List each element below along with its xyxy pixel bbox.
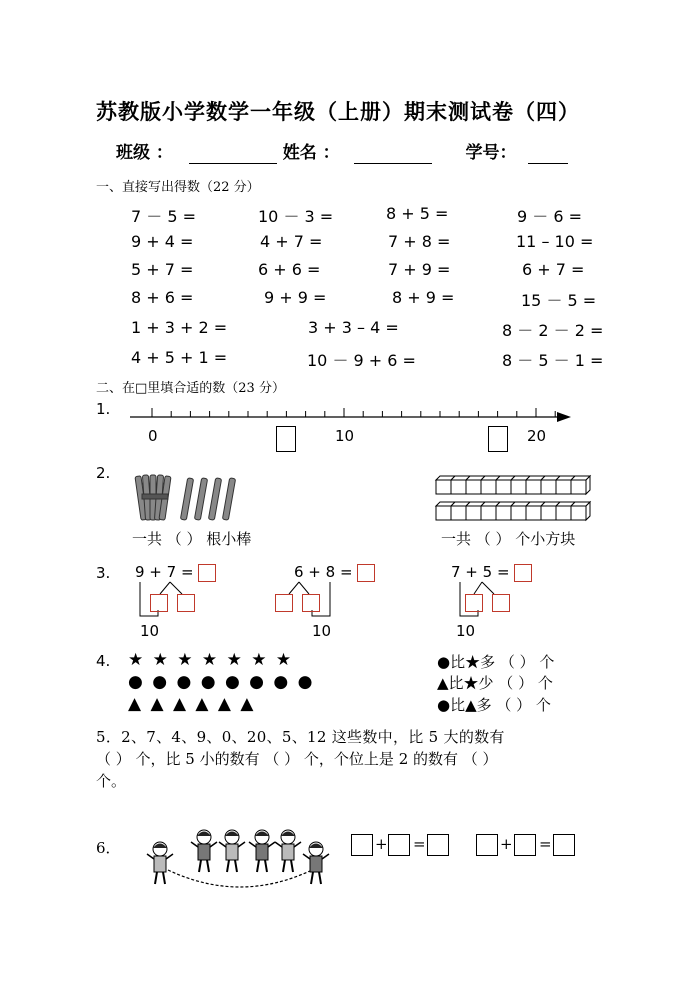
q2-label: 2.	[96, 464, 111, 482]
cube-icon	[586, 476, 590, 494]
equation: 10 － 9 + 6 =	[307, 351, 416, 370]
equation: 7 － 5 =	[131, 207, 197, 226]
q6-label: 6．	[96, 839, 121, 857]
equation: 4 + 7 =	[260, 232, 323, 251]
child-figure	[275, 830, 301, 872]
cube-icon	[496, 480, 511, 494]
plus-sign: +	[375, 835, 388, 853]
equation: 10 － 3 =	[258, 207, 334, 226]
equation: 8 + 6 =	[131, 288, 194, 307]
equation: 6 + 6 =	[258, 260, 321, 279]
triangles-row: ▲ ▲ ▲ ▲ ▲ ▲	[128, 694, 256, 714]
number-label: 学号：	[465, 143, 517, 163]
equation: 11 – 10 =	[516, 232, 594, 251]
q3-label: 3.	[96, 564, 111, 582]
cube-icon	[556, 480, 571, 494]
kids-jump-rope-image	[140, 826, 336, 892]
answer-box[interactable]	[514, 834, 536, 856]
equation: 1 + 3 + 2 =	[131, 318, 228, 337]
answer-box[interactable]	[514, 564, 532, 582]
q3-equation-2: 6 + 8 =	[294, 563, 375, 582]
class-field[interactable]	[189, 143, 277, 164]
answer-box[interactable]	[553, 834, 575, 856]
cube-icon	[586, 502, 590, 520]
equation: 9 + 4 =	[131, 232, 194, 251]
q3-ten-3: 10	[456, 622, 476, 640]
student-info	[116, 138, 568, 164]
cube-icon	[496, 506, 511, 520]
q4-question-c: ●比▲多 （ ） 个	[437, 696, 551, 714]
tick-label-10: 10	[335, 427, 355, 445]
cube-icon	[436, 506, 451, 520]
decompose-lines	[450, 580, 530, 620]
answer-box[interactable]	[465, 594, 483, 612]
q3-ten-2: 10	[312, 622, 332, 640]
plus-sign: +	[500, 835, 513, 853]
cube-icon	[526, 480, 541, 494]
q3-equation-3: 7 + 5 =	[451, 563, 532, 582]
answer-box[interactable]	[198, 564, 216, 582]
cube-icon	[451, 480, 466, 494]
answer-box[interactable]	[476, 834, 498, 856]
answer-box[interactable]	[275, 594, 293, 612]
equation: 9 － 6 =	[517, 207, 583, 226]
equation: 8 + 5 =	[386, 204, 449, 223]
cube-icon	[511, 506, 526, 520]
q5-line-2: （ ） 个，比 5 小的数有 （ ） 个，个位上是 2 的数有 （ ）	[96, 750, 498, 768]
equation: 8 － 5 － 1 =	[502, 351, 604, 370]
equation: 9 + 9 =	[264, 288, 327, 307]
cube-icon	[481, 506, 496, 520]
answer-box[interactable]	[351, 834, 373, 856]
q4-question-b: ▲比★少 （ ） 个	[437, 674, 553, 692]
cube-icon	[541, 480, 556, 494]
equation: 8 － 2 － 2 =	[502, 321, 604, 340]
cube-icon	[526, 506, 541, 520]
answer-box[interactable]	[488, 426, 508, 452]
cube-icon	[571, 480, 586, 494]
q2-left-text: 一共 （ ） 根小棒	[132, 530, 252, 548]
class-label: 班级 ：	[116, 143, 173, 163]
circles-row: ● ● ● ● ● ● ● ●	[128, 672, 315, 692]
answer-box[interactable]	[150, 594, 168, 612]
q4-question-a: ●比★多 （ ） 个	[437, 653, 555, 671]
equation: 4 + 5 + 1 =	[131, 348, 228, 367]
answer-box[interactable]	[388, 834, 410, 856]
equation: 8 + 9 =	[392, 288, 455, 307]
number-field[interactable]	[528, 143, 568, 164]
child-figure	[249, 830, 275, 872]
q5-line-1: 5．2、7、4、9、0、20、5、12 这些数中，比 5 大的数有	[96, 728, 505, 746]
equation: 15 － 5 =	[521, 291, 597, 310]
q3-ten-1: 10	[140, 622, 160, 640]
equation: 5 + 7 =	[131, 260, 194, 279]
q1-label: 1.	[96, 400, 111, 418]
q5-line-3: 个。	[96, 772, 127, 790]
tick-label-20: 20	[527, 427, 547, 445]
sticks-icon	[132, 472, 242, 524]
tick-label-0: 0	[148, 427, 158, 445]
cube-icon	[466, 506, 481, 520]
answer-box[interactable]	[357, 564, 375, 582]
cube-icon	[556, 506, 571, 520]
decompose-lines	[130, 580, 210, 620]
answer-box[interactable]	[177, 594, 195, 612]
child-figure	[219, 830, 245, 872]
q4-label: 4.	[96, 652, 111, 670]
name-field[interactable]	[354, 143, 432, 164]
cube-icon	[481, 480, 496, 494]
equation: 7 + 9 =	[388, 260, 451, 279]
cube-icon	[571, 506, 586, 520]
stars-row: ★ ★ ★ ★ ★ ★ ★	[128, 650, 294, 670]
answer-box[interactable]	[302, 594, 320, 612]
cube-icon	[541, 506, 556, 520]
answer-box[interactable]	[276, 426, 296, 452]
q2-right-text: 一共 （ ） 个小方块	[441, 530, 576, 548]
answer-box[interactable]	[492, 594, 510, 612]
child-figure	[303, 842, 329, 884]
equals-sign: =	[539, 835, 552, 853]
child-figure	[147, 842, 173, 884]
equation: 7 + 8 =	[388, 232, 451, 251]
section1-heading: 一、直接写出得数（22 分）	[96, 180, 260, 195]
equation: 3 + 3 – 4 =	[308, 318, 399, 337]
page-title: 苏教版小学数学一年级（上册）期末测试卷（四）	[96, 99, 580, 124]
child-figure	[191, 830, 217, 872]
answer-box[interactable]	[427, 834, 449, 856]
cube-icon	[466, 480, 481, 494]
name-label: 姓名 ：	[282, 143, 340, 163]
q3-equation-1: 9 + 7 =	[135, 563, 216, 582]
cube-icon	[451, 506, 466, 520]
section2-heading: 二、在□里填合适的数（23 分）	[96, 381, 285, 396]
equals-sign: =	[413, 835, 426, 853]
cube-icon	[436, 480, 451, 494]
blocks-icon	[434, 472, 594, 522]
cube-icon	[511, 480, 526, 494]
equation: 6 + 7 =	[522, 260, 585, 279]
